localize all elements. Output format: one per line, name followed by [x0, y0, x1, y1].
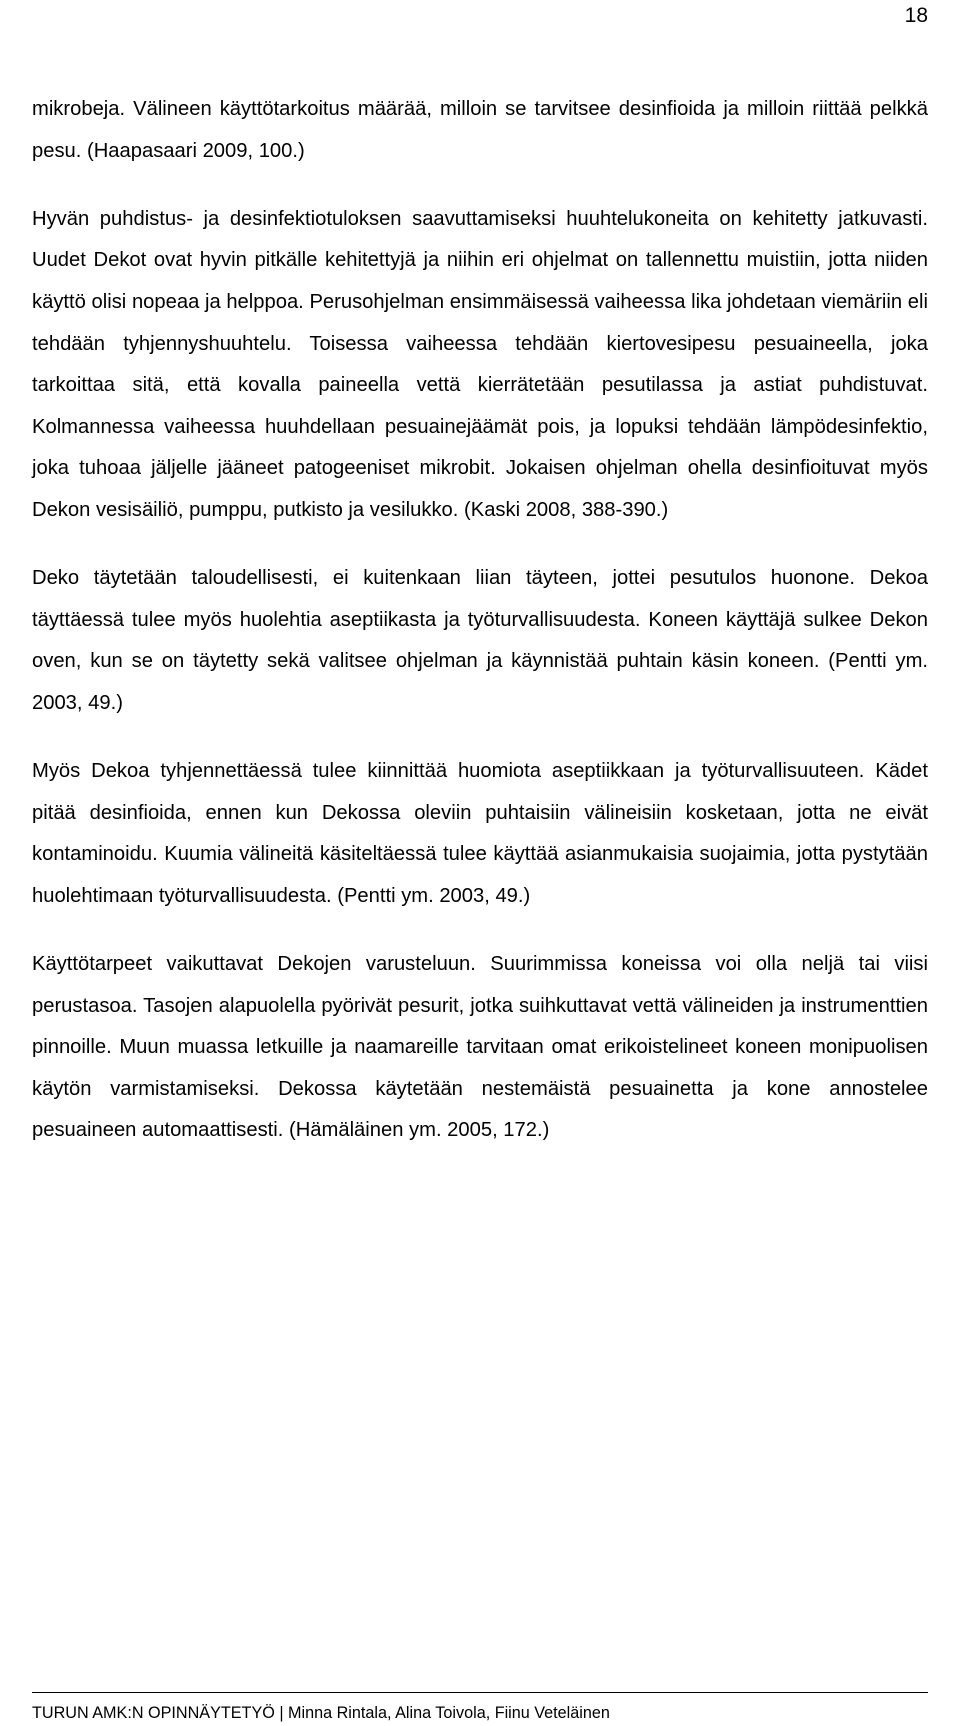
page-number: 18: [904, 4, 928, 27]
paragraph-5: Käyttötarpeet vaikuttavat Dekojen varusteluun. Suurimmissa koneissa voi olla neljä tai viisi perustasoa. Tasojen alapuolella pyörivät pesurit, jotka suihkuttavat vettä välineiden ja instrumenttien pinnoille. Muun muassa letkuille ja naamareille tarvitaan omat erikoistelineet koneen monipuolisen käytön varmistamiseksi. Dekossa käytetään nestemäistä pesuainetta ja kone annostelee pesuaineen automaattisesti. (Hämäläinen ym. 2005, 172.): [32, 953, 928, 1142]
paragraph-1: mikrobeja. Välineen käyttötarkoitus määrää, milloin se tarvitsee desinfioida ja milloin riittää pelkkä pesu. (Haapasaari 2009, 100.): [32, 98, 928, 162]
paragraph-3: Deko täytetään taloudellisesti, ei kuitenkaan liian täyteen, jottei pesutulos huonone. Dekoa täyttäessä tulee myös huolehtia aseptiikasta ja työturvallisuudesta. Koneen käyttäjä sulkee Dekon oven, kun se on täytetty sekä valitsee ohjelman ja käynnistää puhtain käsin koneen. (Pentti ym. 2003, 49.): [32, 567, 928, 714]
page-footer: TURUN AMK:N OPINNÄYTETYÖ | Minna Rintala, Alina Toivola, Fiinu Veteläinen: [32, 1692, 928, 1723]
paragraph-4: Myös Dekoa tyhjennettäessä tulee kiinnittää huomiota aseptiikkaan ja työturvallisuuteen. Kädet pitää desinfioida, ennen kun Dekossa oleviin puhtaisiin välineisiin kosketaan, jotta ne eivät kontaminoidu. Kuumia välineitä käsiteltäessä tulee käyttää asianmukaisia suojaimia, jotta pystytään huolehtimaan työturvallisuudesta. (Pentti ym. 2003, 49.): [32, 760, 928, 907]
paragraph-2: Hyvän puhdistus- ja desinfektiotuloksen saavuttamiseksi huuhtelukoneita on kehitetty jatkuvasti. Uudet Dekot ovat hyvin pitkälle kehitettyjä ja niihin eri ohjelmat on tallennettu muistiin, jotta niiden käyttö olisi nopeaa ja helppoa. Perusohjelman ensimmäisessä vaiheessa lika johdetaan viemäriin eli tehdään tyhjennyshuuhtelu. Toisessa vaiheessa tehdään kiertovesipesu pesuaineella, joka tarkoittaa sitä, että kovalla paineella vettä kierrätetään pesutilassa ja astiat puhdistuvat. Kolmannessa vaiheessa huuhdellaan pesuainejäämät pois, ja lopuksi tehdään lämpödesinfektio, joka tuhoaa jäljelle jääneet patogeeniset mikrobit. Jokaisen ohjelman ohella desinfioituvat myös Dekon vesisäiliö, pumppu, putkisto ja vesilukko. (Kaski 2008, 388-390.): [32, 207, 928, 521]
document-body: [32, 89, 928, 1152]
